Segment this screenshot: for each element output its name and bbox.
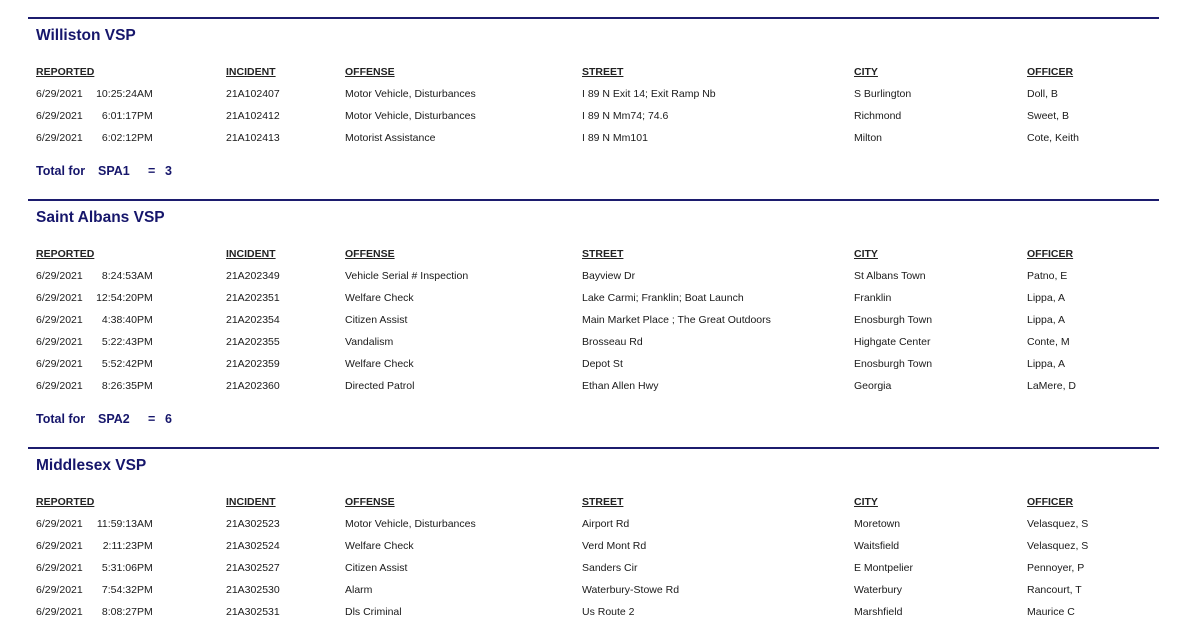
reported-time: 7:54:32PM — [101, 584, 153, 596]
header-street: STREET — [582, 66, 624, 78]
reported-cell — [36, 562, 153, 574]
offense-cell: Vandalism — [345, 336, 394, 348]
reported-date: 6/29/2021 — [36, 518, 83, 530]
reported-cell — [36, 88, 153, 100]
street-cell: Depot St — [582, 358, 623, 370]
incident-cell: 21A102413 — [226, 132, 280, 144]
officer-cell: Sweet, B — [1027, 110, 1070, 122]
officer-cell: Lippa, A — [1027, 358, 1065, 370]
street-cell: Lake Carmi; Franklin; Boat Launch — [582, 292, 744, 304]
total-label: Total for — [36, 412, 86, 426]
table-row — [28, 292, 1159, 314]
reported-cell — [36, 292, 153, 304]
column-header-row — [28, 248, 1159, 270]
total-code: SPA2 — [98, 412, 130, 426]
incident-cell: 21A202359 — [226, 358, 280, 370]
header-city: CITY — [854, 248, 878, 260]
city-cell: Moretown — [854, 518, 901, 530]
section-title: Saint Albans VSP — [36, 209, 165, 226]
incident-cell: 21A202349 — [226, 270, 280, 282]
total-label: Total for — [36, 164, 86, 178]
reported-cell — [36, 314, 153, 326]
header-offense: OFFENSE — [345, 66, 395, 78]
column-header-row — [28, 496, 1159, 518]
street-cell: Bayview Dr — [582, 270, 636, 282]
reported-date: 6/29/2021 — [36, 606, 83, 618]
incident-cell: 21A302524 — [226, 540, 280, 552]
officer-cell: LaMere, D — [1027, 380, 1077, 392]
offense-cell: Welfare Check — [345, 292, 414, 304]
reported-cell — [36, 606, 153, 618]
table-row — [28, 562, 1159, 584]
table-row — [28, 606, 1159, 628]
city-cell: E Montpelier — [854, 562, 913, 574]
header-officer: OFFICER — [1027, 496, 1074, 508]
reported-cell — [36, 584, 153, 596]
offense-cell: Citizen Assist — [345, 314, 408, 326]
street-cell: Main Market Place ; The Great Outdoors — [582, 314, 771, 326]
table-row — [28, 380, 1159, 402]
offense-cell: Directed Patrol — [345, 380, 415, 392]
offense-cell: Motorist Assistance — [345, 132, 436, 144]
total-code: SPA1 — [98, 164, 130, 178]
reported-time: 6:01:17PM — [101, 110, 153, 122]
reported-date: 6/29/2021 — [36, 336, 83, 348]
street-cell: Ethan Allen Hwy — [582, 380, 659, 392]
table-row — [28, 358, 1159, 380]
incident-cell: 21A102407 — [226, 88, 280, 100]
reported-cell — [36, 270, 153, 282]
street-cell: Brosseau Rd — [582, 336, 643, 348]
offense-cell: Vehicle Serial # Inspection — [345, 270, 469, 282]
street-cell: Verd Mont Rd — [582, 540, 647, 552]
offense-cell: Motor Vehicle, Disturbances — [345, 518, 476, 530]
reported-time: 10:25:24AM — [96, 88, 153, 100]
table-row — [28, 88, 1159, 110]
reported-time: 5:22:43PM — [101, 336, 153, 348]
section-divider — [28, 17, 1159, 19]
incident-cell: 21A202351 — [226, 292, 280, 304]
total-equals: = — [148, 412, 156, 426]
reported-cell — [36, 336, 153, 348]
header-reported: REPORTED — [36, 496, 95, 508]
offense-cell: Citizen Assist — [345, 562, 408, 574]
table-row — [28, 132, 1159, 154]
city-cell: Enosburgh Town — [854, 314, 933, 326]
reported-date: 6/29/2021 — [36, 380, 83, 392]
reported-date: 6/29/2021 — [36, 88, 83, 100]
officer-cell: Lippa, A — [1027, 314, 1065, 326]
reported-date: 6/29/2021 — [36, 292, 83, 304]
offense-cell: Motor Vehicle, Disturbances — [345, 110, 476, 122]
reported-cell — [36, 518, 153, 530]
section-total — [36, 412, 172, 426]
reported-date: 6/29/2021 — [36, 270, 83, 282]
reported-time: 5:31:06PM — [101, 562, 153, 574]
section-saint-albans — [28, 199, 1159, 447]
street-cell: I 89 N Mm74; 74.6 — [582, 110, 669, 122]
table-row — [28, 540, 1159, 562]
total-equals: = — [148, 164, 156, 178]
section-title: Middlesex VSP — [36, 457, 147, 474]
offense-cell: Dls Criminal — [345, 606, 402, 618]
reported-time: 2:11:23PM — [102, 540, 153, 552]
reported-time: 8:26:35PM — [101, 380, 153, 392]
reported-cell — [36, 358, 153, 370]
officer-cell: Maurice C — [1027, 606, 1075, 618]
officer-cell: Conte, M — [1027, 336, 1070, 348]
incident-cell: 21A302531 — [226, 606, 280, 618]
officer-cell: Rancourt, T — [1027, 584, 1082, 596]
header-street: STREET — [582, 248, 624, 260]
reported-time: 4:38:40PM — [101, 314, 153, 326]
incident-cell: 21A202354 — [226, 314, 280, 326]
section-middlesex — [28, 447, 1159, 630]
reported-cell — [36, 132, 153, 144]
incident-cell: 21A202355 — [226, 336, 280, 348]
city-cell: Georgia — [854, 380, 892, 392]
city-cell: St Albans Town — [854, 270, 926, 282]
incident-cell: 21A302523 — [226, 518, 280, 530]
officer-cell: Doll, B — [1027, 88, 1058, 100]
table-row — [28, 336, 1159, 358]
header-incident: INCIDENT — [226, 496, 276, 508]
reported-date: 6/29/2021 — [36, 562, 83, 574]
city-cell: Milton — [854, 132, 883, 144]
street-cell: Waterbury-Stowe Rd — [582, 584, 680, 596]
reported-time: 8:08:27PM — [101, 606, 153, 618]
reported-time: 6:02:12PM — [101, 132, 153, 144]
officer-cell: Velasquez, S — [1027, 518, 1089, 530]
header-officer: OFFICER — [1027, 66, 1074, 78]
officer-cell: Pennoyer, P — [1027, 562, 1085, 574]
offense-cell: Motor Vehicle, Disturbances — [345, 88, 476, 100]
street-cell: I 89 N Exit 14; Exit Ramp Nb — [582, 88, 716, 100]
column-header-row — [28, 66, 1159, 88]
city-cell: Waterbury — [854, 584, 903, 596]
reported-cell — [36, 380, 153, 392]
table-row — [28, 584, 1159, 606]
section-divider — [28, 199, 1159, 201]
city-cell: Highgate Center — [854, 336, 931, 348]
city-cell: Enosburgh Town — [854, 358, 933, 370]
reported-time: 12:54:20PM — [96, 292, 153, 304]
offense-cell: Welfare Check — [345, 540, 414, 552]
street-cell: Airport Rd — [582, 518, 630, 530]
header-reported: REPORTED — [36, 248, 95, 260]
city-cell: Marshfield — [854, 606, 903, 618]
header-reported: REPORTED — [36, 66, 95, 78]
header-offense: OFFENSE — [345, 496, 395, 508]
offense-cell: Welfare Check — [345, 358, 414, 370]
header-offense: OFFENSE — [345, 248, 395, 260]
section-williston — [28, 17, 1159, 197]
table-row — [28, 110, 1159, 132]
header-city: CITY — [854, 66, 878, 78]
street-cell: I 89 N Mm101 — [582, 132, 648, 144]
section-total — [36, 164, 172, 178]
reported-cell — [36, 110, 153, 122]
reported-cell — [36, 540, 153, 552]
section-divider — [28, 447, 1159, 449]
reported-date: 6/29/2021 — [36, 584, 83, 596]
officer-cell: Patno, E — [1027, 270, 1068, 282]
offense-cell: Alarm — [345, 584, 373, 596]
reported-date: 6/29/2021 — [36, 132, 83, 144]
city-cell: Richmond — [854, 110, 902, 122]
reported-time: 5:52:42PM — [101, 358, 153, 370]
incident-cell: 21A202360 — [226, 380, 280, 392]
total-count: 3 — [165, 164, 172, 178]
section-title: Williston VSP — [36, 27, 136, 44]
city-cell: S Burlington — [854, 88, 912, 100]
reported-date: 6/29/2021 — [36, 110, 83, 122]
incident-cell: 21A302530 — [226, 584, 280, 596]
incident-cell: 21A302527 — [226, 562, 280, 574]
reported-date: 6/29/2021 — [36, 540, 83, 552]
header-officer: OFFICER — [1027, 248, 1074, 260]
street-cell: Sanders Cir — [582, 562, 638, 574]
table-row — [28, 270, 1159, 292]
header-street: STREET — [582, 496, 624, 508]
total-count: 6 — [165, 412, 172, 426]
officer-cell: Cote, Keith — [1027, 132, 1079, 144]
header-city: CITY — [854, 496, 878, 508]
reported-time: 11:59:13AM — [96, 518, 153, 530]
city-cell: Franklin — [854, 292, 892, 304]
reported-date: 6/29/2021 — [36, 314, 83, 326]
officer-cell: Lippa, A — [1027, 292, 1065, 304]
table-row — [28, 314, 1159, 336]
reported-date: 6/29/2021 — [36, 358, 83, 370]
street-cell: Us Route 2 — [582, 606, 635, 618]
officer-cell: Velasquez, S — [1027, 540, 1089, 552]
table-row — [28, 518, 1159, 540]
header-incident: INCIDENT — [226, 248, 276, 260]
city-cell: Waitsfield — [854, 540, 900, 552]
incident-cell: 21A102412 — [226, 110, 280, 122]
header-incident: INCIDENT — [226, 66, 276, 78]
reported-time: 8:24:53AM — [101, 270, 153, 282]
